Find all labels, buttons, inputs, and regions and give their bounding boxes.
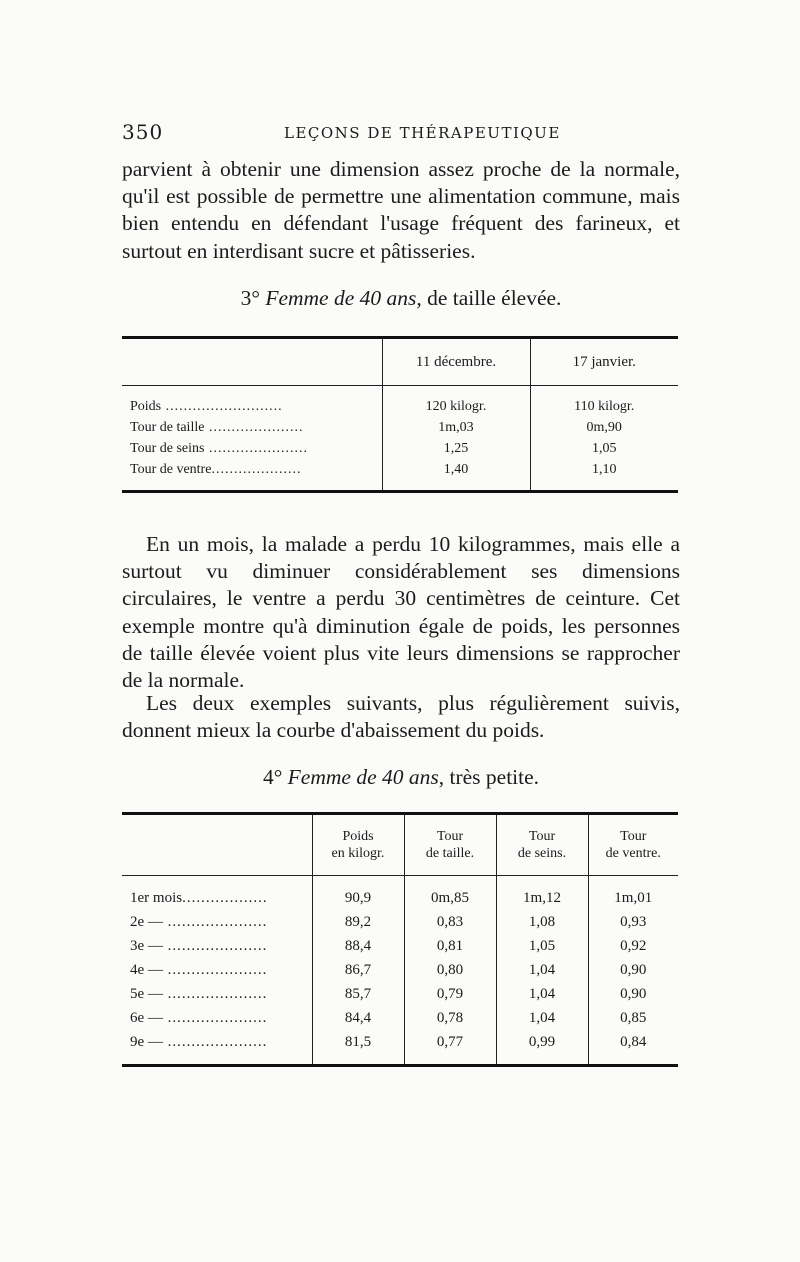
table2-row [122,1030,678,1054]
table1-cell: 1,05 [530,438,678,459]
table1-row [122,417,678,438]
table1-row [122,459,678,480]
table2-cell: 0,85 [588,1006,678,1030]
table1-caption: 3° Femme de 40 ans, de taille élevée. [240,286,562,310]
table2-header-weight: Poids en kilogr. [312,814,404,876]
paragraph-next-examples: Les deux exemples suivants, plus régulièrement suivis, donnent mieux la courbe d'abaissement du poids. [122,691,680,743]
table1-cell: 1,10 [530,459,678,480]
table2-cell: 0,77 [404,1030,496,1054]
table2-cell: 0,80 [404,958,496,982]
running-head: LEÇONS DE THÉRAPEUTIQUE [284,124,561,142]
table2-row-label: 9e — [130,1033,163,1050]
table2-cell: 0,90 [588,982,678,1006]
table2-cell: 0,78 [404,1006,496,1030]
table1-row [122,438,678,459]
paragraph-continuation: parvient à obtenir une dimension assez proche de la normale, qu'il est possible de permettre une alimentation commune, mais bien entendu en défendant l'usage fréquent des farineux, et surtout en interdisant sucre et pâtisseries. [122,157,680,263]
table1-header-date2: 17 janvier. [530,338,678,386]
table2-cell: 88,4 [312,934,404,958]
table1-row-label: Tour de ventre [130,461,212,477]
table2-cell: 86,7 [312,958,404,982]
table2-caption: 4° Femme de 40 ans, très petite. [262,765,540,789]
table1-leader-dots: ...................... [204,440,308,456]
table2-row-label: 6e — [130,1009,163,1026]
table2-leader-dots: ..................... [162,1033,268,1050]
paragraph-result: En un mois, la malade a perdu 10 kilogrammes, mais elle a surtout vu diminuer considérablement ses dimensions circulaires, le ventre a perdu 30 centimètres de ceinture. Cet exemple montre qu'à diminution égale de poids, les personnes de taille élevée voient plus vite leurs dimensions se rapprocher de la normale. [122,532,680,693]
table2-row [122,1006,678,1030]
table2-row-label: 5e — [130,985,163,1002]
table2-cell: 0m,85 [404,886,496,910]
table2-cell: 81,5 [312,1030,404,1054]
table1-cell: 1m,03 [382,417,530,438]
table2-header-waist: Tour de taille. [404,814,496,876]
table-measurements-2 [122,812,678,1067]
page-number: 350 [122,120,164,144]
table2-row [122,910,678,934]
table1-header-date1: 11 décembre. [382,338,530,386]
table1-leader-dots: .......................... [161,398,283,414]
table2-cell: 89,2 [312,910,404,934]
table1-cell: 0m,90 [530,417,678,438]
table1-cell: 1,40 [382,459,530,480]
table2-cell: 0,92 [588,934,678,958]
table1-cell: 120 kilogr. [382,396,530,417]
table1-leader-dots: ..................... [204,419,304,435]
table1-leader-dots: .................... [211,461,302,477]
table1-header-blank [122,338,382,386]
table2-header-belly: Tour de ventre. [588,814,678,876]
table2-header-blank [122,814,312,876]
table1-row-label: Tour de taille [130,419,205,435]
table2-row [122,934,678,958]
table2-leader-dots: ..................... [162,985,268,1002]
table2-leader-dots: ..................... [162,937,268,954]
table2-cell: 1,04 [496,958,588,982]
table1-row-label: Poids [130,398,162,414]
table2-leader-dots: ..................... [162,1009,268,1026]
table1-cell: 110 kilogr. [530,396,678,417]
table2-cell: 1,04 [496,982,588,1006]
table2-cell: 84,4 [312,1006,404,1030]
table2-cell: 0,83 [404,910,496,934]
table2-cell: 85,7 [312,982,404,1006]
table2-cell: 0,90 [588,958,678,982]
page-header [122,116,682,146]
table1-cell: 1,25 [382,438,530,459]
table2-leader-dots: .................. [182,889,268,906]
table-measurements-1 [122,336,678,493]
table2-cell: 0,81 [404,934,496,958]
table1-row-label: Tour de seins [130,440,205,456]
table2-cell: 1m,01 [588,886,678,910]
table2-row-label: 1er mois [130,889,183,906]
table2-row-label: 3e — [130,937,163,954]
table2-cell: 90,9 [312,886,404,910]
table2-row-label: 4e — [130,961,163,978]
table2-row [122,886,678,910]
table2-header-chest: Tour de seins. [496,814,588,876]
table2-cell: 1,05 [496,934,588,958]
table2-cell: 1,08 [496,910,588,934]
table2-cell: 0,99 [496,1030,588,1054]
table2-row [122,958,678,982]
table1-row [122,396,678,417]
table2-row [122,982,678,1006]
table2-cell: 0,93 [588,910,678,934]
table2-cell: 1,04 [496,1006,588,1030]
table2-cell: 0,79 [404,982,496,1006]
table2-row-label: 2e — [130,913,163,930]
table2-cell: 1m,12 [496,886,588,910]
table2-leader-dots: ..................... [162,961,268,978]
table2-cell: 0,84 [588,1030,678,1054]
table2-leader-dots: ..................... [162,913,268,930]
